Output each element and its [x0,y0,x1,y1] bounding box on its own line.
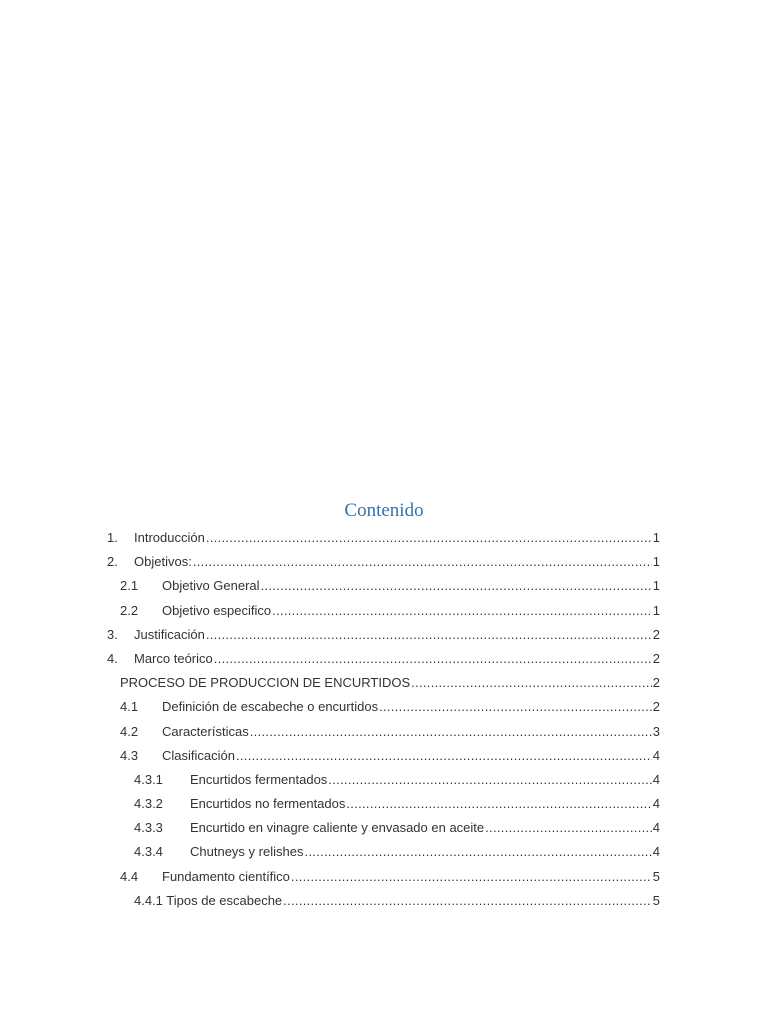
toc-leader-dots [346,792,651,816]
toc-entry-page: 1 [652,530,660,545]
toc-entry-number: 3. [107,626,118,642]
toc-entry-justificacion[interactable] [107,623,660,647]
toc-entry-caracteristicas[interactable] [107,720,660,744]
toc-entry-introduccion[interactable] [107,526,660,550]
toc-entry-page: 2 [652,650,660,666]
toc-entry-page: 5 [652,892,660,908]
toc-entry-page: 4 [652,771,660,787]
toc-entry-number: 4.3 [120,747,139,763]
toc-entry-label: Definición de escabeche o encurtidos [162,699,379,715]
toc-entry-page: 3 [652,723,660,739]
toc-entry-page: 1 [652,554,660,570]
toc-entry-page: 2 [652,675,660,691]
toc-leader-dots [283,889,652,913]
toc-leader-dots [236,744,652,768]
toc-entry-number: 4.3.1 [134,771,163,787]
toc-entry-number: 4.2 [120,723,139,739]
toc-entry-page: 4 [652,747,660,763]
toc-entry-number: 4.3.4 [134,844,163,860]
toc-entry-label: Características [162,723,249,739]
toc-leader-dots [485,816,652,840]
toc-entry-label: Justificación [134,626,205,642]
toc-entry-label: Encurtidos fermentados [190,771,328,787]
toc-leader-dots [250,720,652,744]
toc-entry-clasificacion[interactable] [107,744,660,768]
toc-entry-chutneys[interactable] [107,840,660,864]
toc-entry-objetivo-general[interactable] [107,574,660,598]
toc-entry-objetivo-especifico[interactable] [107,599,660,623]
toc-leader-dots [272,599,652,623]
toc-entry-label: Clasificación [162,747,235,763]
toc-entry-label: Objetivo General [162,578,260,594]
toc-leader-dots [193,550,652,574]
toc-entry-page: 5 [652,868,660,884]
toc-leader-dots [328,768,651,792]
toc-entry-number: 4.3.3 [134,820,163,836]
toc-entry-label: Objetivos: [134,554,192,570]
toc-entry-label: Fundamento científico [162,868,290,884]
toc-entry-number: 4.1 [120,699,139,715]
toc-entry-number: 4.4 [120,868,139,884]
toc-entry-page: 2 [652,626,660,642]
toc-entry-label: Chutneys y relishes [190,844,304,860]
toc-leader-dots [304,840,651,864]
toc-leader-dots [411,671,652,695]
toc-entry-number: 2.1 [120,578,139,594]
toc-entry-page: 4 [652,844,660,860]
toc-entry-number: 2. [107,554,118,570]
toc-leader-dots [206,623,652,647]
toc-entry-page: 4 [652,796,660,812]
toc-leader-dots [379,695,652,719]
toc-entry-number: 4. [107,650,118,666]
toc-entry-page: 2 [652,699,660,715]
toc-entry-objetivos[interactable] [107,550,660,574]
table-of-contents [107,526,660,913]
toc-entry-label: Marco teórico [134,650,213,666]
toc-entry-label: Introducción [134,530,205,545]
toc-entry-proceso-produccion[interactable] [107,671,660,695]
toc-leader-dots [214,647,652,671]
toc-entry-label: Encurtidos no fermentados [190,796,346,812]
toc-leader-dots [291,865,652,889]
toc-entry-fundamento[interactable] [107,865,660,889]
toc-entry-number: 4.3.2 [134,796,163,812]
toc-entry-label: Objetivo especifico [162,602,272,618]
toc-entry-number: 1. [107,530,118,545]
toc-entry-label: PROCESO DE PRODUCCION DE ENCURTIDOS [120,675,411,691]
toc-entry-page: 1 [652,578,660,594]
toc-leader-dots [206,526,652,550]
toc-leader-dots [261,574,652,598]
toc-entry-encurtido-vinagre[interactable] [107,816,660,840]
toc-entry-encurtidos-no-fermentados[interactable] [107,792,660,816]
toc-entry-number: 2.2 [120,602,139,618]
toc-entry-encurtidos-fermentados[interactable] [107,768,660,792]
toc-entry-definicion[interactable] [107,695,660,719]
toc-entry-marco-teorico[interactable] [107,647,660,671]
toc-entry-tipos-escabeche[interactable] [107,889,660,913]
toc-entry-page: 4 [652,820,660,836]
toc-entry-page: 1 [652,602,660,618]
toc-title: Contenido [344,500,424,521]
toc-entry-label: 4.4.1 Tipos de escabeche [134,892,283,908]
toc-entry-label: Encurtido en vinagre caliente y envasado en aceite [190,820,485,836]
